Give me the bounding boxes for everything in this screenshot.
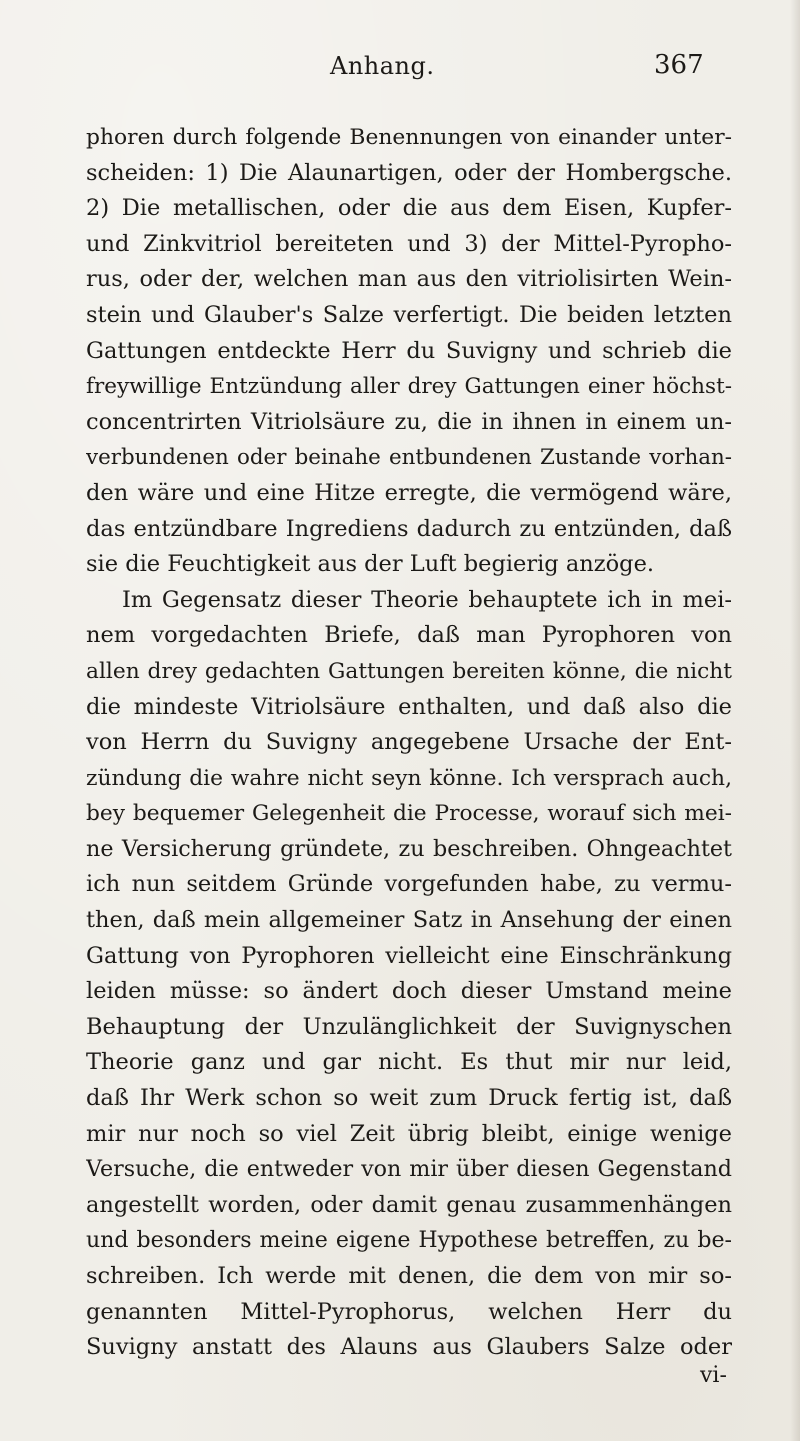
- text-line: und Zinkvitriol bereiteten und 3) der Mittel-Pyropho-: [86, 230, 732, 257]
- text-line: genannten Mittel-Pyrophorus, welchen Herr du: [86, 1298, 732, 1325]
- text-line: Behauptung der Unzulänglichkeit der Suvignyschen: [86, 1013, 732, 1040]
- text-line: Suvigny anstatt des Alauns aus Glaubers Salze oder: [86, 1334, 732, 1361]
- text-line: concentrirten Vitriolsäure zu, die in ihnen in einem un-: [86, 408, 732, 435]
- running-head: Anhang.: [330, 52, 435, 80]
- text-line: verbundenen oder beinahe entbundenen Zustande vorhan-: [86, 445, 732, 471]
- text-line: und besonders meine eigene Hypothese betreffen, zu be-: [86, 1228, 732, 1254]
- text-line: den wäre und eine Hitze erregte, die vermögend wäre,: [86, 479, 732, 506]
- page-edge-shadow: [790, 0, 800, 1441]
- catchword: vi-: [700, 1363, 727, 1388]
- text-line: bey bequemer Gelegenheit die Processe, worauf sich mei-: [86, 801, 732, 827]
- text-line: phoren durch folgende Benennungen von einander unter-: [86, 125, 732, 150]
- body-text: [86, 120, 732, 1366]
- text-line: scheiden: 1) Die Alaunartigen, oder der Hombergsche.: [86, 159, 732, 186]
- page-header: [0, 46, 800, 86]
- text-line: then, daß mein allgemeiner Satz in Ansehung der einen: [86, 907, 732, 934]
- text-line: Gattung von Pyrophoren vielleicht eine Einschränkung: [86, 942, 732, 969]
- text-line: die mindeste Vitriolsäure enthalten, und daß also die: [86, 693, 732, 720]
- text-line: allen drey gedachten Gattungen bereiten könne, die nicht: [86, 658, 732, 684]
- text-line: rus, oder der, welchen man aus den vitriolisirten Wein-: [86, 266, 732, 293]
- text-line: leiden müsse: so ändert doch dieser Umstand meine: [86, 978, 732, 1005]
- text-line: nem vorgedachten Briefe, daß man Pyrophoren von: [86, 622, 732, 649]
- text-line: Versuche, die entweder von mir über diesen Gegenstand: [86, 1156, 732, 1183]
- text-line: Theorie ganz und gar nicht. Es thut mir nur leid,: [86, 1049, 732, 1076]
- page-number: 367: [654, 50, 704, 80]
- text-line: 2) Die metallischen, oder die aus dem Eisen, Kupfer-: [86, 195, 732, 222]
- text-line: Gattungen entdeckte Herr du Suvigny und schrieb die: [86, 337, 732, 364]
- text-line: freywillige Entzündung aller drey Gattungen einer höchst-: [86, 374, 732, 400]
- text-line: schreiben. Ich werde mit denen, die dem von mir so-: [86, 1263, 732, 1289]
- text-line: Im Gegensatz dieser Theorie behauptete ich in mei-: [122, 586, 732, 613]
- text-line: stein und Glauber's Salze verfertigt. Die beiden letzten: [86, 301, 732, 328]
- text-line: zündung die wahre nicht seyn könne. Ich versprach auch,: [86, 765, 732, 791]
- text-line: mir nur noch so viel Zeit übrig bleibt, einige wenige: [86, 1120, 732, 1147]
- text-line: von Herrn du Suvigny angegebene Ursache der Ent-: [86, 729, 732, 756]
- text-line: daß Ihr Werk schon so weit zum Druck fertig ist, daß: [86, 1085, 732, 1112]
- text-line: das entzündbare Ingrediens dadurch zu entzünden, daß: [86, 515, 732, 542]
- text-line: ne Versicherung gründete, zu beschreiben. Ohngeachtet: [86, 835, 732, 862]
- text-line: sie die Feuchtigkeit aus der Luft begierig anzöge.: [86, 551, 655, 578]
- text-line: ich nun seitdem Gründe vorgefunden habe, zu vermu-: [86, 871, 732, 898]
- text-line: angestellt worden, oder damit genau zusammenhängen: [86, 1191, 732, 1218]
